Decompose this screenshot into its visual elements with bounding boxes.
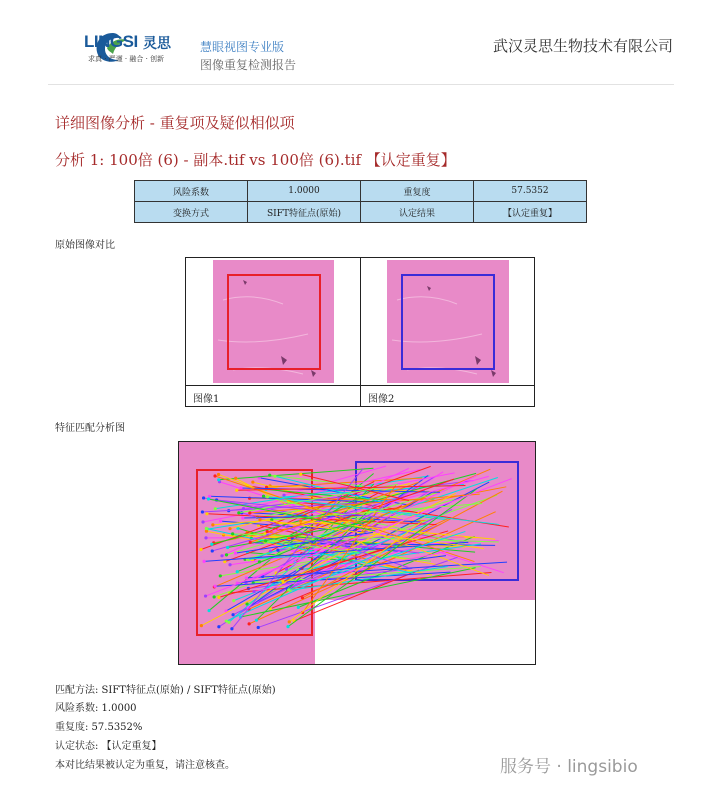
keypoint <box>200 624 203 627</box>
image-2-tissue <box>387 260 509 383</box>
keypoint <box>220 554 223 557</box>
keypoint <box>213 474 216 477</box>
summary-note: 本对比结果被认定为重复，请注意核查。 <box>55 760 235 771</box>
keypoint <box>301 596 304 599</box>
keypoint <box>285 568 288 571</box>
keypoint <box>268 474 271 477</box>
keypoint <box>248 622 251 625</box>
keypoint <box>202 496 205 499</box>
result-label: 认定结果 <box>361 202 474 223</box>
keypoint <box>288 620 291 623</box>
keypoint <box>208 609 211 612</box>
keypoint <box>214 507 217 510</box>
keypoint <box>226 546 229 549</box>
keypoint <box>241 516 244 519</box>
keypoint <box>287 588 290 591</box>
keypoint <box>208 495 211 498</box>
keypoint <box>201 520 204 523</box>
keypoint <box>217 625 220 628</box>
keypoint <box>204 536 207 539</box>
keypoint <box>223 560 226 563</box>
keypoint <box>249 541 252 544</box>
keypoint <box>207 497 210 500</box>
keypoint <box>276 549 279 552</box>
keypoint <box>266 530 269 533</box>
feature-match-label: 特征匹配分析图 <box>55 423 125 434</box>
keypoint <box>227 621 230 624</box>
transform-value: SIFT特征点(原始) <box>248 202 361 223</box>
product-name: 慧眼视图专业版 <box>200 40 285 54</box>
logo-chinese-name: 灵思 <box>143 36 171 52</box>
image-2-caption: 图像2 <box>368 394 395 405</box>
keypoint <box>205 527 208 530</box>
keypoint <box>231 532 234 535</box>
duplication-value: 57.5352 <box>474 181 587 202</box>
keypoint <box>245 576 248 579</box>
keypoint <box>230 627 233 630</box>
keypoint <box>286 625 289 628</box>
keypoint <box>236 570 239 573</box>
keypoint <box>211 523 214 526</box>
keypoint <box>266 495 269 498</box>
risk-label: 风险系数 <box>135 181 248 202</box>
keypoint <box>211 549 214 552</box>
logo-text: LINGSI <box>84 32 138 51</box>
keypoint <box>213 595 216 598</box>
duplication-label: 重复度 <box>361 181 474 202</box>
keypoint <box>234 477 237 480</box>
transform-label: 变换方式 <box>135 202 248 223</box>
feature-match-image <box>179 442 535 664</box>
keypoint <box>235 489 238 492</box>
keypoint <box>297 606 300 609</box>
keypoint <box>232 599 235 602</box>
keypoint <box>237 511 240 514</box>
section-title: 详细图像分析 - 重复项及疑似相似项 <box>55 114 295 132</box>
keypoint <box>205 512 208 515</box>
risk-value: 1.0000 <box>248 181 361 202</box>
keypoint <box>228 563 231 566</box>
keypoint <box>248 511 251 514</box>
summary-risk: 风险系数: 1.0000 <box>55 703 137 714</box>
metrics-row <box>135 181 587 202</box>
wechat-watermark: 服务号 · lingsibio <box>500 757 638 777</box>
keypoint <box>251 480 254 483</box>
image-1-tissue <box>213 260 334 383</box>
keypoint <box>217 596 220 599</box>
keypoint <box>258 518 261 521</box>
keypoint <box>225 553 228 556</box>
keypoint <box>299 473 302 476</box>
keypoint <box>217 473 220 476</box>
report-type: 图像重复检测报告 <box>200 58 297 72</box>
keypoint <box>299 519 302 522</box>
analysis-title: 分析 1: 100倍 (6) - 副本.tif vs 100倍 (6).tif 【认定重复】 <box>55 151 456 169</box>
keypoint <box>228 527 231 530</box>
keypoint <box>219 520 222 523</box>
compare-divider <box>185 385 535 386</box>
header-divider <box>48 84 674 85</box>
logo-tagline: 求真 · 严谨 · 融合 · 创新 <box>88 55 165 63</box>
keypoint <box>257 626 260 629</box>
original-compare-label: 原始图像对比 <box>55 240 115 251</box>
keypoint <box>273 475 276 478</box>
keypoint <box>239 486 242 489</box>
keypoint <box>262 495 265 498</box>
metrics-table <box>134 180 587 223</box>
summary-method: 匹配方法: SIFT特征点(原始) / SIFT特征点(原始) <box>55 685 276 696</box>
keypoint <box>252 590 255 593</box>
keypoint <box>225 619 228 622</box>
keypoint <box>201 510 204 513</box>
keypoint <box>213 585 216 588</box>
keypoint <box>210 543 213 546</box>
company-name: 武汉灵思生物技术有限公司 <box>492 37 673 55</box>
keypoint <box>217 478 220 481</box>
summary-status: 认定状态: 【认定重复】 <box>55 741 162 752</box>
keypoint <box>255 619 258 622</box>
keypoint <box>282 494 285 497</box>
result-value: 【认定重复】 <box>474 202 587 223</box>
image-1-caption: 图像1 <box>193 394 220 405</box>
keypoint <box>199 548 202 551</box>
metrics-row <box>135 202 587 223</box>
keypoint <box>202 560 205 563</box>
keypoint <box>234 552 237 555</box>
keypoint <box>219 574 222 577</box>
keypoint <box>204 594 207 597</box>
keypoint <box>231 613 234 616</box>
summary-duplication: 重复度: 57.5352% <box>55 722 143 733</box>
